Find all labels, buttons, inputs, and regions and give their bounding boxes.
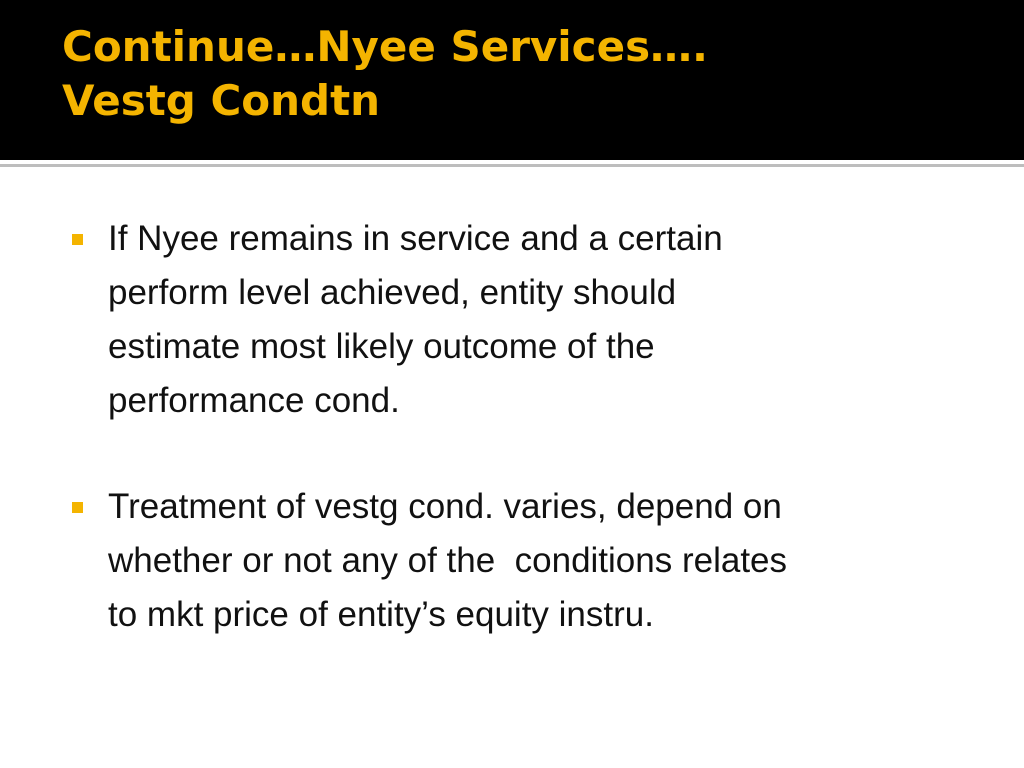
bullet-line: estimate most likely outcome of the: [108, 327, 655, 366]
slide-title-line-2: Vestg Condtn: [62, 76, 381, 125]
slide-title-line-1: Continue…Nyee Services….: [62, 22, 709, 71]
slide-title: [62, 20, 1002, 128]
bullet-line: performance cond.: [108, 381, 400, 420]
bullet-line: If Nyee remains in service and a certain: [108, 219, 723, 258]
bullet-item: [72, 480, 972, 642]
bullet-line: whether or not any of the conditions relates: [108, 541, 788, 580]
square-bullet-icon: [72, 502, 83, 513]
slide-body: [72, 212, 972, 694]
bullet-line: Treatment of vestg cond. varies, depend on: [108, 487, 782, 526]
title-divider: [0, 164, 1024, 167]
bullet-text: [108, 480, 972, 642]
bullet-line: to mkt price of entity’s equity instru.: [108, 595, 654, 634]
bullet-item: [72, 212, 972, 428]
square-bullet-icon: [72, 234, 83, 245]
bullet-line: perform level achieved, entity should: [108, 273, 677, 312]
bullet-text: [108, 212, 972, 428]
